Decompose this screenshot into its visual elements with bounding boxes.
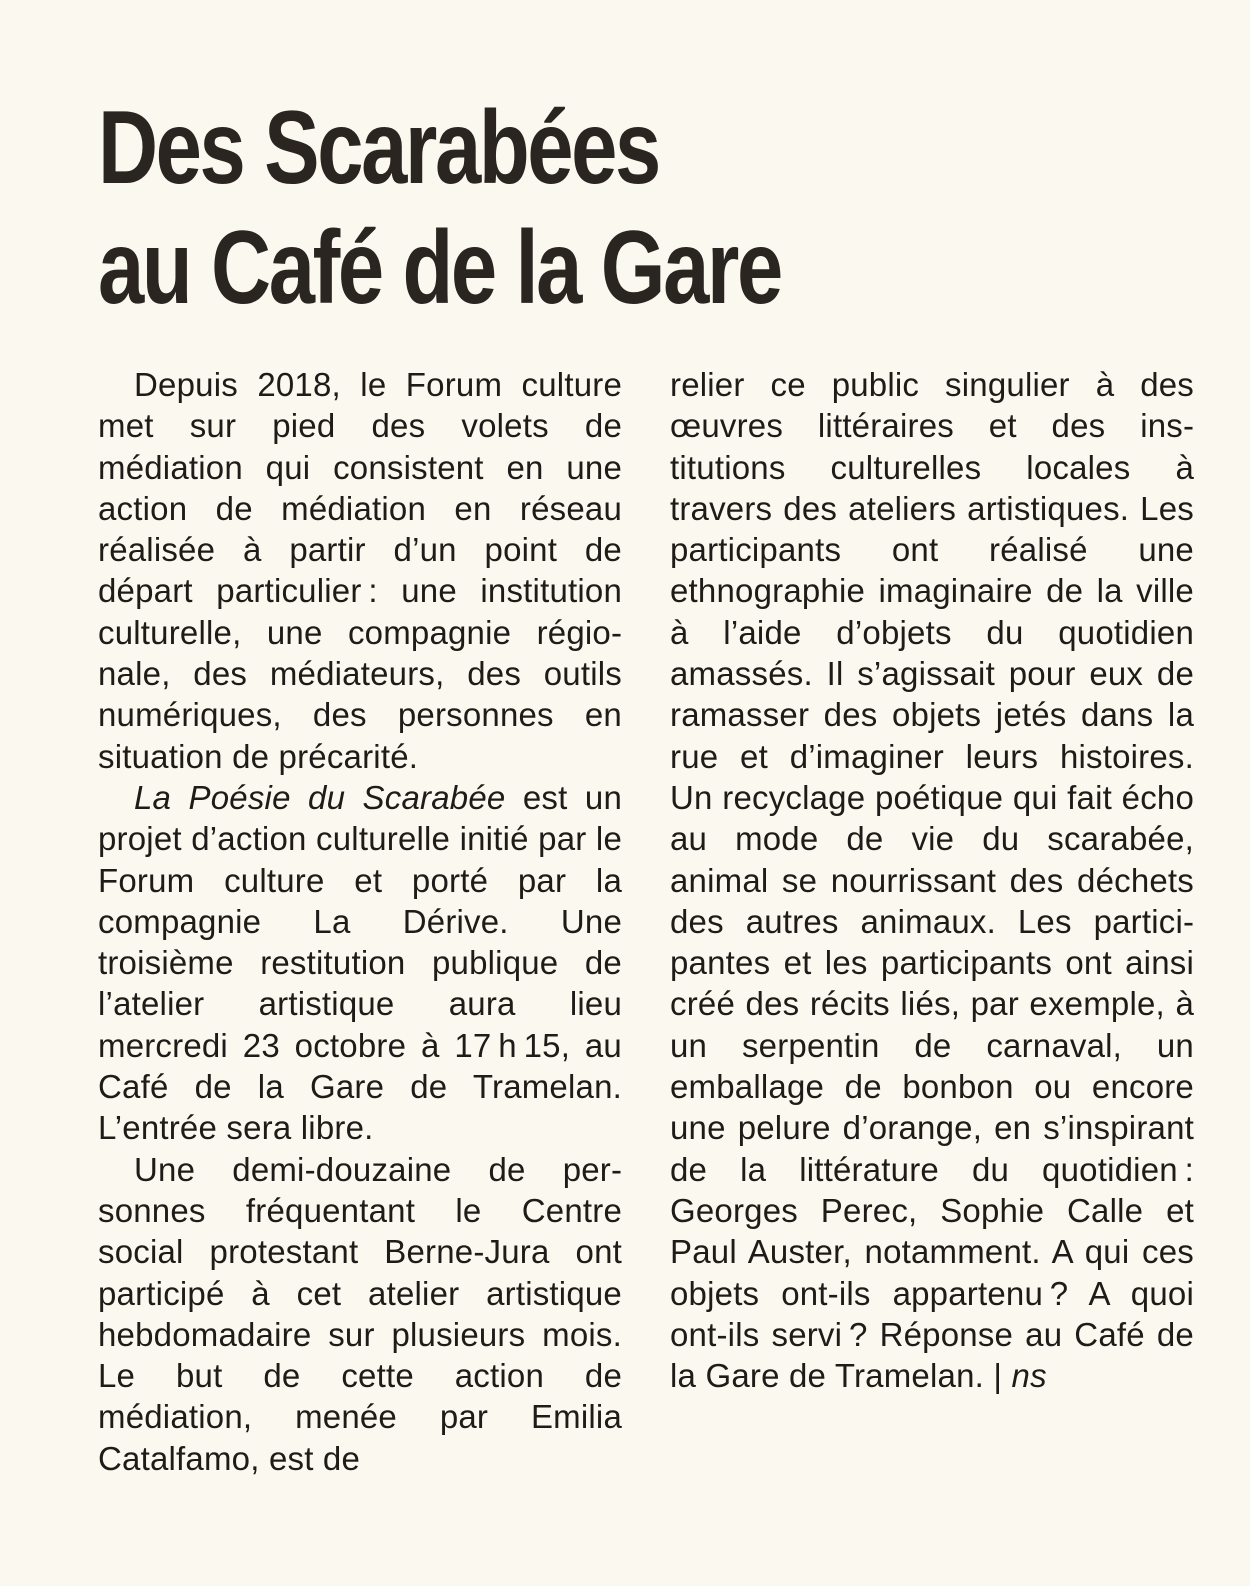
paragraph-continued-text: relier ce public singulier à des œuvres littéraires et des institutions culturelles locales à travers des ateliers artistiques. Les participants ont réalisé une ethnographie imaginaire de la ville à l’aide d’objets du quotidien amassés. Il s’agissait pour eux de ramasser des objets jetés dans la rue et d’imaginer leurs histoires. Un recyclage poétique qui fait écho au mode de vie du scarabée, animal se nourrissant des déchets des autres animaux. Les participantes et les participants ont ainsi créé des récits liés, par exemple, à un serpentin de carnaval, un emballage de bonbon ou encore une pelure d’orange, en s’inspirant de la littérature du quotidien : Georges Perec, Sophie Calle et Paul Auster, notamment. A qui ces objets ont-ils appartenu ? A quoi ont-ils servi ? Réponse au Café de la Gare de Tramelan.: [670, 366, 1194, 1395]
project-title: La Poésie du Scarabée: [134, 778, 506, 816]
byline-separator: |: [984, 1357, 1012, 1395]
article-headline: [98, 90, 781, 336]
paragraph-intro: Depuis 2018, le Forum culture met sur pied des volets de médiation qui consistent en une action de médiation en réseau réalisée à partir d’un point de départ particulier : une institution culturelle, une compagnie régionale, des médiateurs, des outils numériques, des personnes en situation de précarité.: [98, 366, 622, 775]
article-column-left: [98, 364, 622, 1479]
paragraph-participants-continued: [670, 364, 1194, 1396]
author-byline: ns: [1011, 1357, 1047, 1395]
paragraph-project: [98, 777, 622, 1149]
article-column-right: [670, 364, 1194, 1396]
paragraph-project-text: est un projet d’action culturelle initié par le Forum culture et porté par la compagnie La Dérive. Une troisième restitution publique de l’atelier artistique aura lieu mercredi 23 octobre à 17 h 15, au Café de la Gare de Tramelan. L’entrée sera libre.: [98, 778, 622, 1147]
headline-line-2: au Café de la Gare: [98, 210, 781, 326]
paragraph-participants: Une demi-douzaine de personnes fréquentant le Centre social protestant Berne-Jura ont participé à cet atelier artistique hebdomadaire sur plusieurs mois. Le but de cette action de médiation, menée par Emilia Catalfamo, est de: [98, 1150, 622, 1477]
headline-line-1: Des Scarabées: [98, 90, 659, 206]
